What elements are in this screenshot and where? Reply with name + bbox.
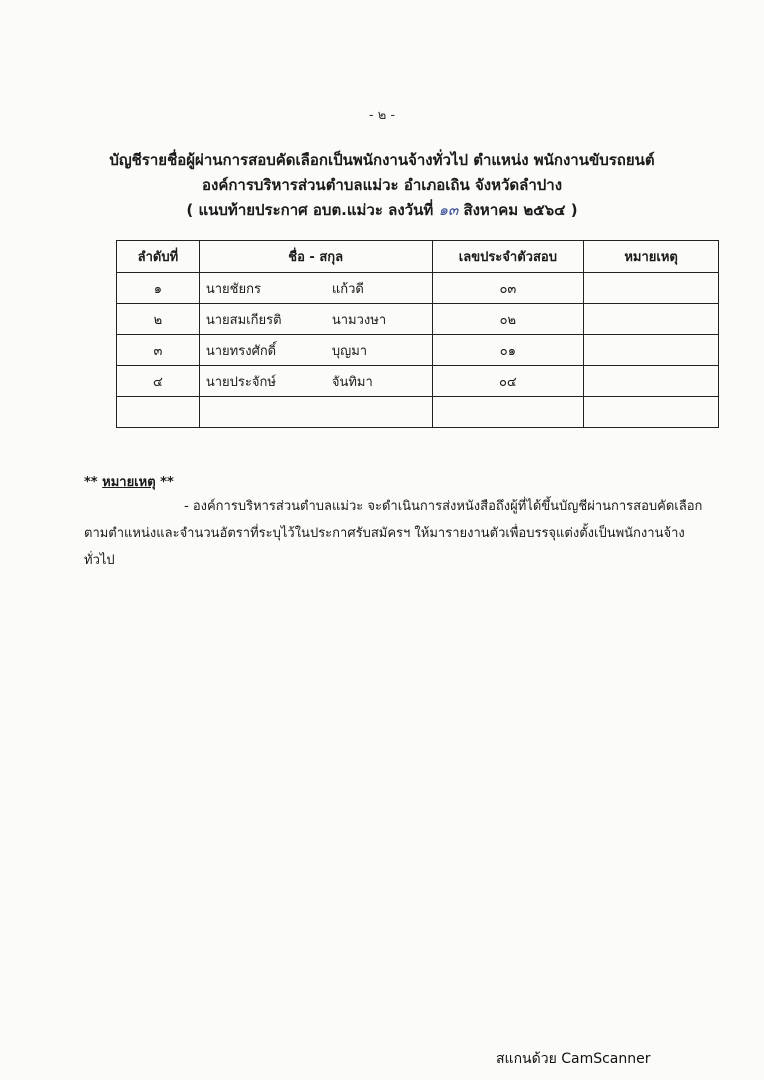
heading-line-2: องค์การบริหารส่วนตำบลแม่วะ อำเภอเถิน จังหวัดลำปาง [201, 176, 563, 194]
table-row-empty [117, 397, 719, 428]
row-name [199, 335, 432, 366]
heading-line-1: บัญชีรายชื่อผู้ผ่านการสอบคัดเลือกเป็นพนักงานจ้างทั่วไป ตำแหน่ง พนักงานขับรถยนต์ [109, 151, 655, 169]
last-name: บุญมา [331, 343, 368, 359]
empty-cell [199, 397, 432, 428]
table-header-row [117, 241, 719, 273]
first-name: นายทรงศักดิ์ [205, 343, 277, 359]
row-exam-id: ๐๒ [432, 304, 584, 335]
handwritten-day: ๑๓ [438, 201, 459, 219]
row-remark [584, 335, 719, 366]
first-name: นายประจักษ์ [205, 374, 276, 390]
table-row [117, 366, 719, 397]
row-remark [584, 273, 719, 304]
note-stars-left: ** [84, 475, 103, 490]
row-name [199, 366, 432, 397]
empty-cell [584, 397, 719, 428]
first-name: นายชัยกร [205, 281, 261, 297]
row-exam-id: ๐๑ [432, 335, 584, 366]
heading-date-prefix: ( แนบท้ายประกาศ อบต.แม่วะ ลงวันที่ [186, 201, 439, 219]
col-header-name: ชื่อ - สกุล [199, 241, 432, 273]
row-remark [584, 304, 719, 335]
row-exam-id: ๐๓ [432, 273, 584, 304]
col-header-remark: หมายเหตุ [584, 241, 719, 273]
camscanner-footer: สแกนด้วย CamScanner [496, 1051, 651, 1067]
last-name: แก้วดี [331, 281, 364, 297]
last-name: นามวงษา [331, 312, 387, 328]
heading-line-3 [0, 198, 764, 222]
row-order: ๓ [117, 335, 200, 366]
heading-date-suffix: สิงหาคม ๒๕๖๔ ) [458, 201, 578, 219]
first-name: นายสมเกียรติ [205, 312, 282, 328]
empty-cell [117, 397, 200, 428]
row-name [199, 304, 432, 335]
table-row [117, 304, 719, 335]
note-label: หมายเหตุ [102, 475, 156, 490]
table-row [117, 335, 719, 366]
empty-cell [432, 397, 584, 428]
passed-candidates-table [116, 240, 719, 428]
page-number: - ๒ - [368, 108, 396, 123]
note-body [84, 493, 704, 574]
note-text: - องค์การบริหารส่วนตำบลแม่วะ จะดำเนินการส่งหนังสือถึงผู้ที่ได้ขึ้นบัญชีผ่านการสอบคัดเลือกตามตำแหน่งและจำนวนอัตราที่ระบุไว้ในประกาศรับสมัครฯ ให้มารายงานตัวเพื่อบรรจุแต่งตั้งเป็นพนักงานจ้างทั่วไป [84, 499, 703, 568]
row-order: ๒ [117, 304, 200, 335]
row-remark [584, 366, 719, 397]
row-name [199, 273, 432, 304]
row-order: ๔ [117, 366, 200, 397]
col-header-order: ลำดับที่ [117, 241, 200, 273]
row-order: ๑ [117, 273, 200, 304]
last-name: จันทิมา [331, 374, 373, 390]
row-exam-id: ๐๔ [432, 366, 584, 397]
note-stars-right: ** [155, 475, 174, 490]
table-row [117, 273, 719, 304]
col-header-exam-id: เลขประจำตัวสอบ [432, 241, 584, 273]
note-heading [84, 471, 174, 492]
